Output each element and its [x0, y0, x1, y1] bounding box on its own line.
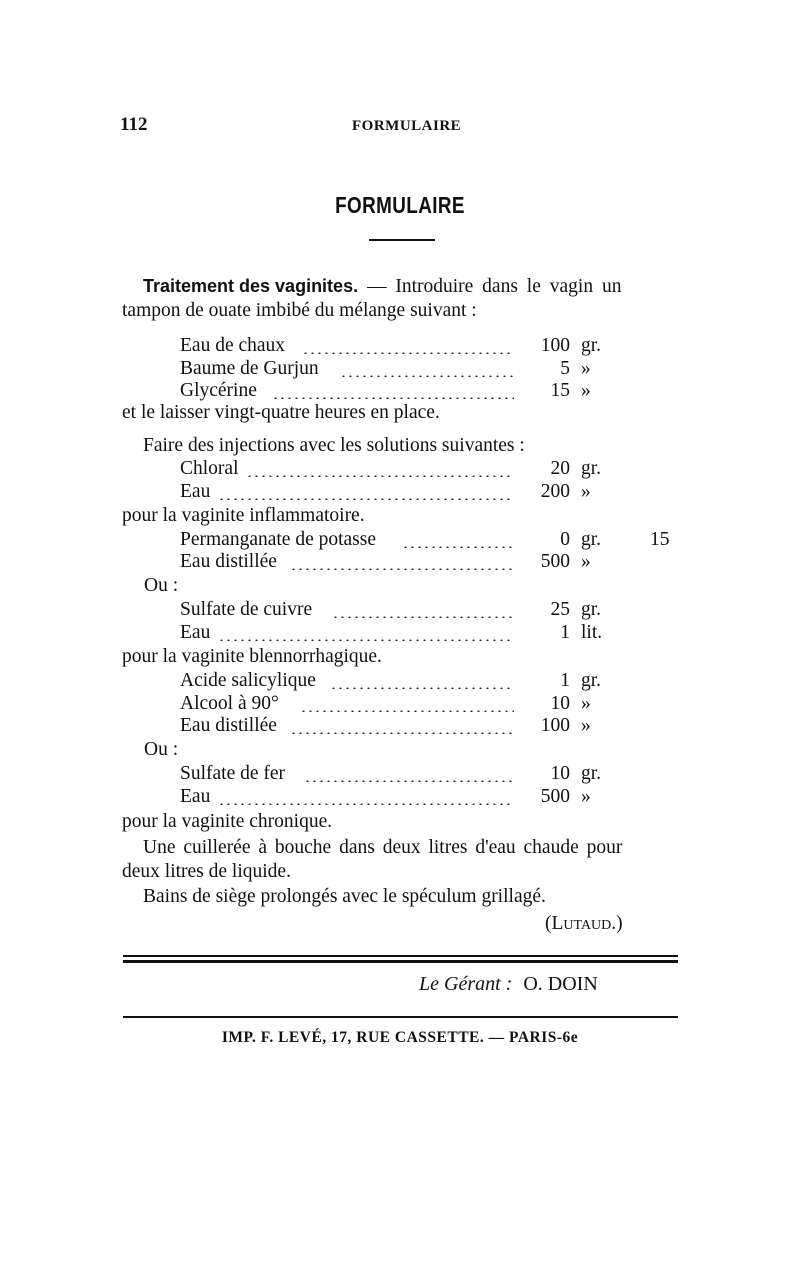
quantity: 25: [550, 599, 570, 620]
double-rule-top: [123, 955, 678, 957]
or-label-1: Ou :: [144, 575, 179, 596]
quantity: 5: [560, 358, 570, 379]
title-rule: [369, 239, 435, 241]
leader-dots: [290, 732, 514, 734]
running-title: FORMULAIRE: [352, 118, 462, 134]
formula-row: [180, 599, 680, 623]
ingredient: Glycérine: [180, 380, 257, 401]
formula-row: [180, 335, 680, 359]
leader-dots: [304, 780, 514, 782]
formula-row: [180, 715, 680, 739]
quantity: 20: [550, 458, 570, 479]
formula-row: [180, 358, 680, 382]
page-number: 112: [120, 114, 148, 135]
leader-dots: [332, 616, 514, 618]
intro-line-1: [143, 274, 621, 299]
unit: gr.: [581, 458, 602, 479]
leader-dots: [340, 375, 514, 377]
unit: gr.: [581, 529, 602, 550]
ingredient: Eau: [180, 622, 211, 643]
intro-line-2: tampon de ouate imbibé du mélange suivant :: [122, 300, 477, 321]
quantity: 0: [560, 529, 570, 550]
attribution: (Lutaud.): [545, 913, 623, 934]
ingredient: Sulfate de fer: [180, 763, 286, 784]
quantity: 500: [540, 551, 570, 572]
leader-dots: [218, 803, 514, 805]
ingredient: Eau: [180, 481, 211, 502]
quantity: 200: [540, 481, 570, 502]
formula-row: [180, 481, 680, 505]
formula-row: [180, 693, 680, 717]
quantity: 100: [540, 335, 570, 356]
unit: »: [581, 481, 591, 502]
formula-row: [180, 670, 680, 694]
leader-dots: [402, 546, 514, 548]
quantity: 10: [550, 693, 570, 714]
unit: »: [581, 715, 591, 736]
quantity: 1: [560, 670, 570, 691]
ingredient: Alcool à 90°: [180, 693, 279, 714]
leader-dots: [300, 710, 514, 712]
ingredient: Eau distillée: [180, 551, 277, 572]
unit: gr.: [581, 599, 602, 620]
unit: »: [581, 380, 591, 401]
quantity: 15: [550, 380, 570, 401]
unit: lit.: [581, 622, 603, 643]
unit: gr.: [581, 763, 602, 784]
for-chronic: pour la vaginite chronique.: [122, 811, 333, 832]
formula-row: [180, 551, 680, 575]
for-blennorrhagic: pour la vaginite blennorrhagique.: [122, 646, 382, 667]
imprint: IMP. F. LEVÉ, 17, RUE CASSETTE. — PARIS-6e: [221, 1029, 579, 1046]
unit: »: [581, 693, 591, 714]
manager-name: O. DOIN: [523, 973, 598, 995]
unit: »: [581, 551, 591, 572]
leader-dots: [218, 639, 514, 641]
intro-lead: Traitement des vaginites.: [143, 276, 359, 296]
imprint-rule: [123, 1016, 678, 1018]
manager-label: Le Gérant :: [419, 973, 513, 995]
unit: gr.: [581, 335, 602, 356]
quantity: 1: [560, 622, 570, 643]
leader-dots: [246, 475, 514, 477]
ingredient: Acide salicylique: [180, 670, 316, 691]
ingredient: Chloral: [180, 458, 239, 479]
fraction: 15: [650, 529, 670, 550]
manager-line: [419, 973, 598, 996]
unit: »: [581, 786, 591, 807]
quantity: 10: [550, 763, 570, 784]
after-formula-1: et le laisser vingt-quatre heures en place.: [122, 402, 440, 423]
formula-row: [180, 458, 680, 482]
ingredient: Permanganate de potasse: [180, 529, 377, 550]
leader-dots: [302, 352, 514, 354]
ingredient: Sulfate de cuivre: [180, 599, 313, 620]
spoonful-line-2: deux litres de liquide.: [122, 861, 291, 882]
leader-dots: [272, 397, 514, 399]
for-inflammatory: pour la vaginite inflammatoire.: [122, 505, 365, 526]
ingredient: Eau de chaux: [180, 335, 286, 356]
quantity: 500: [540, 786, 570, 807]
ingredient: Eau: [180, 786, 211, 807]
unit: gr.: [581, 670, 602, 691]
ingredient: Baume de Gurjun: [180, 358, 319, 379]
leader-dots: [330, 687, 514, 689]
spoonful-line-1: Une cuillerée à bouche dans deux litres d'eau chaude pour: [143, 837, 623, 858]
formula-row: [180, 529, 680, 553]
leader-dots: [290, 568, 514, 570]
page-title: FORMULAIRE: [335, 192, 465, 218]
baths-line: Bains de siège prolongés avec le spéculum grillagé.: [143, 886, 546, 907]
formula-row: [180, 622, 680, 646]
unit: »: [581, 358, 591, 379]
quantity: 100: [540, 715, 570, 736]
formula-row: [180, 763, 680, 787]
double-rule-bottom: [123, 960, 678, 963]
injections-intro: Faire des injections avec les solutions suivantes :: [143, 435, 525, 456]
intro-text-1: — Introduire dans le vagin un: [358, 276, 622, 297]
formula-row: [180, 786, 680, 810]
or-label-2: Ou :: [144, 739, 179, 760]
leader-dots: [218, 498, 514, 500]
ingredient: Eau distillée: [180, 715, 277, 736]
